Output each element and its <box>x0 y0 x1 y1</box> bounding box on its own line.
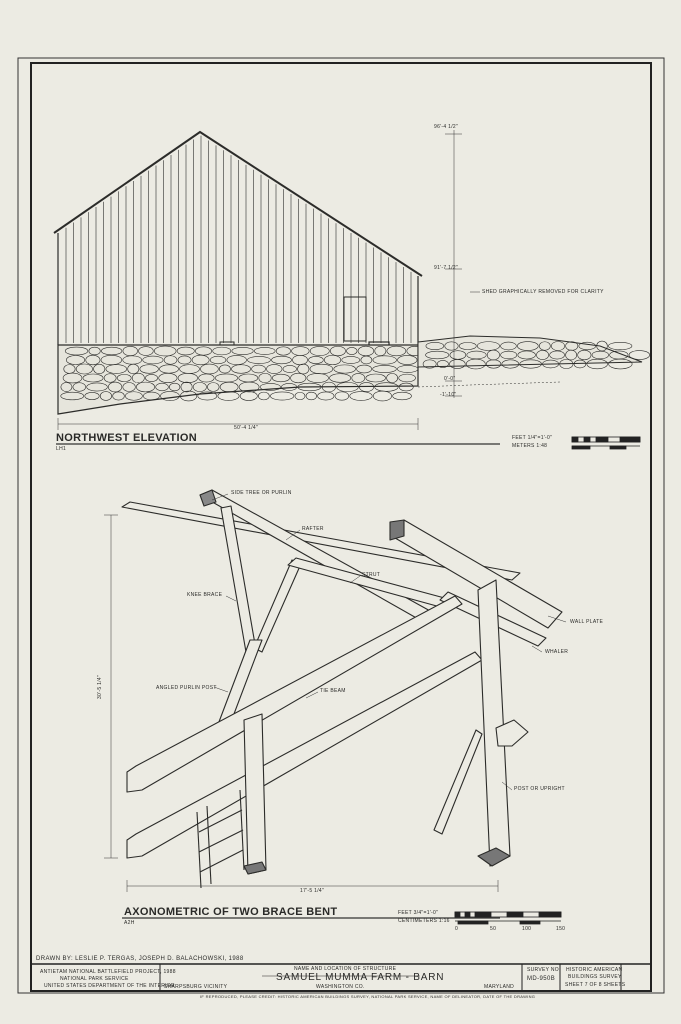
county: WASHINGTON CO. <box>316 984 365 990</box>
stone <box>335 392 349 400</box>
stone <box>295 392 305 399</box>
stone <box>240 391 257 400</box>
dim-mid: 91'-7 1/2" <box>434 265 459 271</box>
dim-width: 50'-4 1/4" <box>234 425 259 431</box>
survey-label: SURVEY NO. <box>527 967 561 973</box>
stone <box>350 392 372 401</box>
axon-dim-height: 30'-5 1/4" <box>97 674 104 700</box>
label-side-tree: SIDE TREE OR PURLIN <box>231 490 292 496</box>
dim-floor: 0'-0" <box>444 376 456 382</box>
credit-footer: IF REPRODUCED, PLEASE CREDIT: HISTORIC AMERICAN BUILDINGS SURVEY, NATIONAL PARK SERVICE, NAME OF DELINEATOR, DATE OF THE DRAWING <box>200 994 536 999</box>
axon-scale-cm: CENTIMETERS 1:16 <box>398 918 450 924</box>
agency-1: NATIONAL PARK SERVICE <box>60 976 129 982</box>
label-strut: STRUT <box>362 572 381 578</box>
habs-line-1: HISTORIC AMERICAN <box>566 967 623 973</box>
label-wall-plate: WALL PLATE <box>570 619 604 625</box>
axon-scale-tick-0: 0 <box>455 926 459 932</box>
axon-sub: A2H <box>124 920 135 926</box>
barn-elevation <box>54 132 650 414</box>
stone <box>393 392 412 400</box>
stone <box>218 392 239 401</box>
survey-number: MD-950B <box>527 976 556 982</box>
drawn-by: DRAWN BY: LESLIE P. TERGAS, JOSEPH D. BALACHOWSKI, 1988 <box>36 956 244 962</box>
stone <box>270 392 294 400</box>
label-rafter: RAFTER <box>302 526 324 532</box>
label-tie-beam: TIE BEAM <box>320 688 346 694</box>
dim-top: 96'-4 1/2" <box>434 124 459 130</box>
axon-scale-tick-100: 100 <box>522 926 532 932</box>
location-small: SHARPSBURG VICINITY <box>164 984 228 990</box>
structure-name: SAMUEL MUMMA FARM - BARN <box>276 972 445 983</box>
stone <box>258 392 269 400</box>
shed-note: SHED GRAPHICALLY REMOVED FOR CLARITY <box>482 289 604 295</box>
axon-scale-feet: FEET 3/4"=1'-0" <box>398 910 439 916</box>
project-name: ANTIETAM NATIONAL BATTLEFIELD PROJECT, 1988 <box>40 969 176 975</box>
axon-title: AXONOMETRIC OF TWO BRACE BENT <box>124 906 338 918</box>
sheet-number: SHEET 7 OF 8 SHEETS <box>565 982 626 988</box>
stone <box>318 392 334 400</box>
axon-scale-tick-50: 50 <box>490 926 497 932</box>
elevation-sub: LH1 <box>56 446 67 452</box>
dim-grade: -1'-10" <box>440 392 457 398</box>
habs-line-2: BUILDINGS SURVEY <box>568 974 622 980</box>
stone <box>608 342 632 349</box>
state: MARYLAND <box>484 984 515 990</box>
agency-2: UNITED STATES DEPARTMENT OF THE INTERIOR <box>44 983 175 989</box>
stone <box>306 392 317 400</box>
stone <box>373 391 391 401</box>
elevation-scale-feet: FEET 1/4"=1'-0" <box>512 435 553 441</box>
label-angled-post: ANGLED PURLIN POST <box>156 685 217 691</box>
label-post: POST OR UPRIGHT <box>514 786 565 792</box>
stone <box>629 351 650 360</box>
axon-scale-tick-150: 150 <box>556 926 566 932</box>
label-knee-brace: KNEE BRACE <box>187 592 223 598</box>
elevation-scale-meters: METERS 1:48 <box>512 443 548 449</box>
axon-dim-width: 17'-5 1/4" <box>300 888 325 894</box>
elevation-scale-bar <box>572 437 640 449</box>
elevation-title: NORTHWEST ELEVATION <box>56 432 197 444</box>
label-whaler: WHALER <box>545 649 569 655</box>
structure-caption: NAME AND LOCATION OF STRUCTURE <box>294 966 397 972</box>
